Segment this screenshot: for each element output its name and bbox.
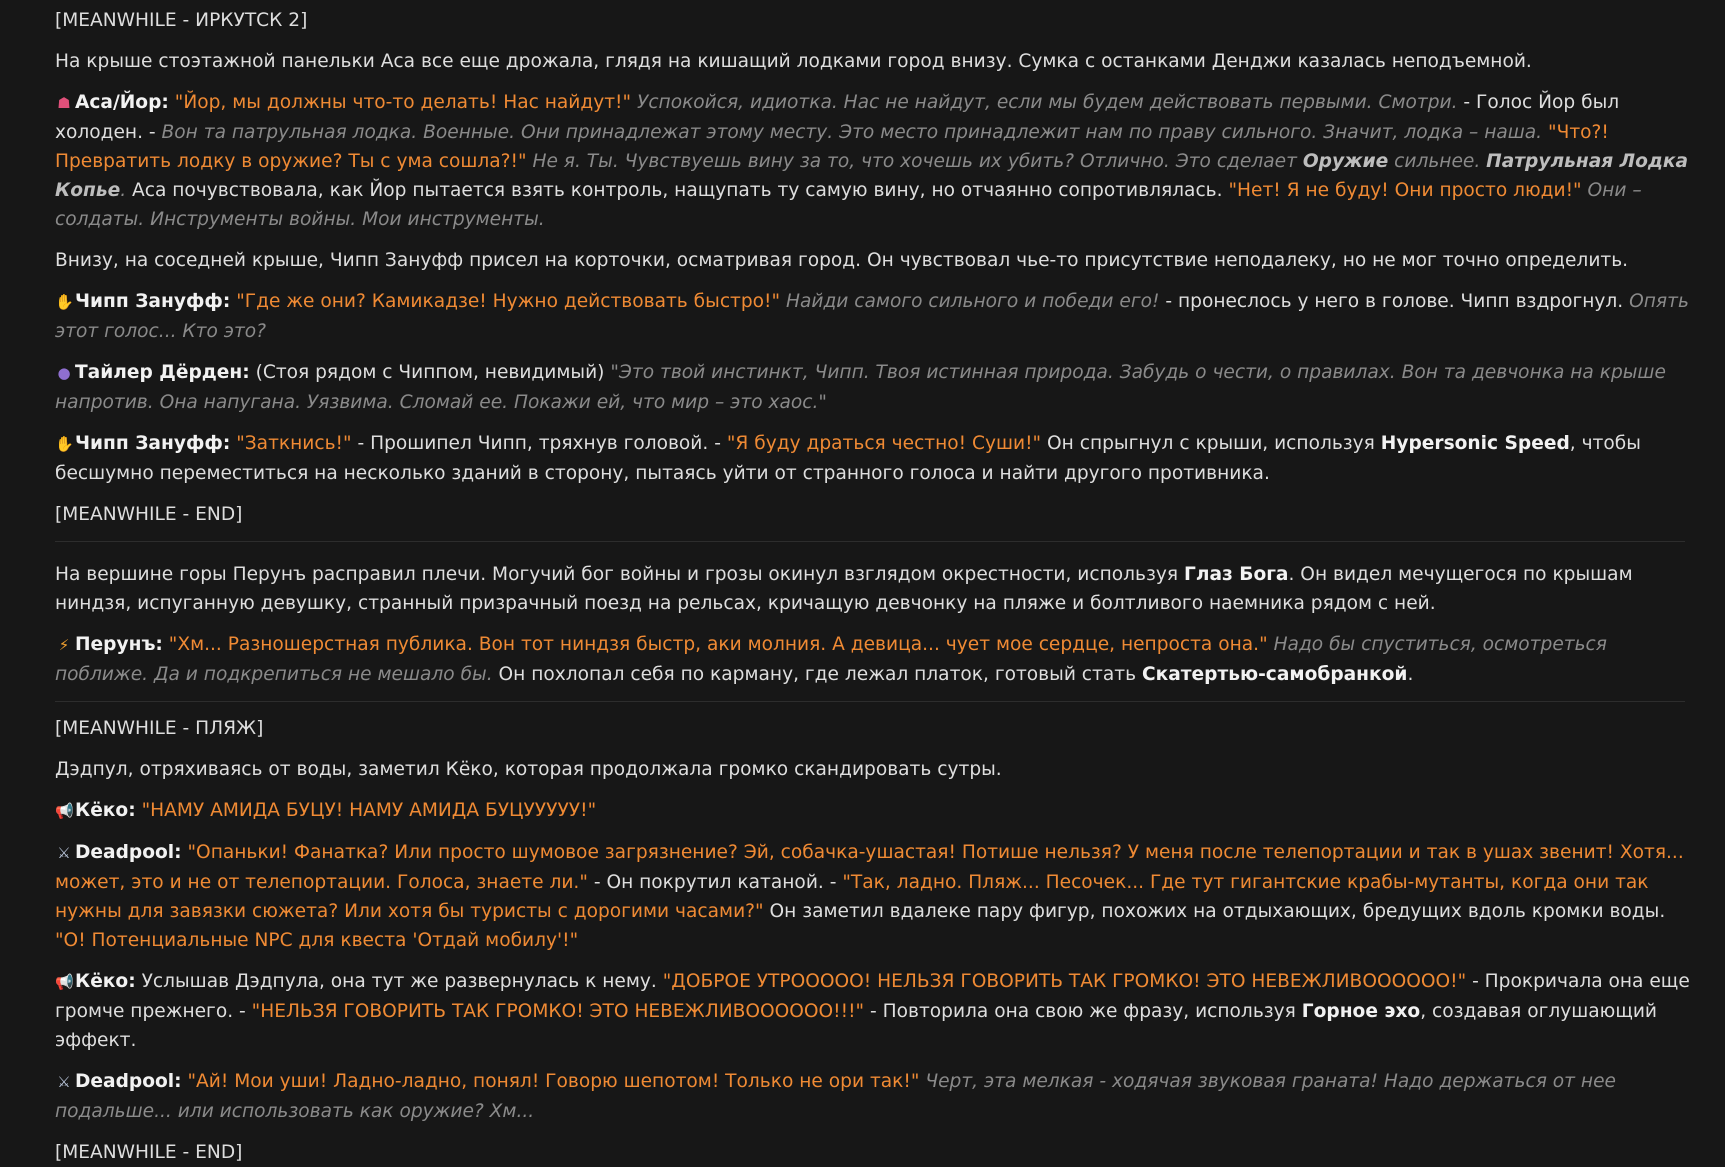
- quote: "Хм... Разношерстная публика. Вон тот ниндзя быстр, аки молния. А девица... чует мое сердце, непроста она.": [168, 634, 1268, 655]
- speaker-name: Чипп Зануфф:: [75, 433, 231, 454]
- quote: "Нет! Я не буду! Они просто люди!": [1228, 180, 1582, 201]
- quote: "Йор, мы должны что-то делать! Нас найдут!": [174, 92, 632, 113]
- dialogue-perun: ⚡ Перунъ: "Хм... Разношерстная публика. Вон тот ниндзя быстр, аки молния. А девица... чует мое сердце, непроста она." Надо бы спуститься, осмотреться поближе. Да и подкрепиться не мешало бы. Он похлопал себя по карману, где лежал платок, готовый стать Скатертью-самобранкой.: [55, 630, 1695, 689]
- hand-icon: ✋: [55, 435, 74, 453]
- hand-icon: ✋: [55, 293, 74, 311]
- quote: "ДОБРОЕ УТРООООО! НЕЛЬЗЯ ГОВОРИТЬ ТАК ГРОМКО! ЭТО НЕВЕЖЛИВОООООО!": [662, 971, 1467, 992]
- quote: "НЕЛЬЗЯ ГОВОРИТЬ ТАК ГРОМКО! ЭТО НЕВЕЖЛИВОООООО!!!": [251, 1001, 865, 1022]
- quote: "Это твой инстинкт, Чипп. Твоя истинная природа. Забудь о чести, о правилах. Вон та девчонка на крыше напротив. Она напугана. Уязвима. Сломай ее. Покажи ей, что мир – это хаос.": [55, 362, 1666, 413]
- skill-name: Скатертью-самобранкой: [1141, 664, 1408, 685]
- narration-text: - Прошипел Чипп, тряхнув головой. -: [357, 433, 721, 454]
- lightning-icon: ⚡: [58, 636, 70, 654]
- narration-text: Он спрыгнул с крыши, используя: [1047, 433, 1375, 454]
- crossed-swords-icon: ⚔: [57, 844, 71, 862]
- thought: Не я. Ты. Чувствуешь вину за то, что хочешь их убить? Отлично. Это сделает Оружие сильнее. Патрульная Лодка Копье.: [55, 151, 1689, 201]
- narration-text: Он похлопал себя по карману, где лежал платок, готовый стать: [498, 664, 1137, 685]
- meanwhile-end: [MEANWHILE - END]: [55, 1142, 243, 1163]
- narration-text: (Стоя рядом с Чиппом, невидимый): [255, 362, 605, 383]
- skill-name: Hypersonic Speed: [1380, 433, 1570, 454]
- narration-text: - Повторила она свою же фразу, используя: [870, 1001, 1296, 1022]
- narration: На вершине горы Перунъ расправил плечи. Могучий бог войны и грозы окинул взглядом окрестности, используя Глаз Бога. Он видел мечущегося по крышам ниндзя, испуганную девушку, странный призрачный поезд на рельсах, кричащую девчонку на пляже и болтливого наемника рядом с ней.: [55, 564, 1633, 614]
- megaphone-icon: 📢: [55, 802, 74, 820]
- thought: Опять этот голос... Кто это?: [55, 291, 1689, 342]
- skill-name: Горное эхо: [1301, 1001, 1421, 1022]
- speaker-name: Аса/Йор:: [75, 92, 169, 113]
- narration-text: Он заметил вдалеке пару фигур, похожих на отдыхающих, бредущих вдоль кромки воды.: [769, 901, 1666, 922]
- speaker-name: Чипп Зануфф:: [75, 291, 231, 312]
- narration-text: - Голос Йор был холоден. -: [55, 92, 1620, 143]
- speaker-name: Кёко:: [75, 971, 136, 992]
- speaker-name: Deadpool:: [75, 842, 182, 863]
- narration-text: Аса почувствовала, как Йор пытается взять контроль, нащупать ту самую вину, но отчаянно сопротивлялась.: [132, 180, 1223, 201]
- quote: "Где же они? Камикадзе! Нужно действовать быстро!": [236, 291, 781, 312]
- narration-text: - Он покрутил катаной. -: [593, 872, 837, 893]
- heart-icon: ☗: [57, 94, 71, 112]
- divider: [55, 541, 1685, 542]
- skill-name: Глаз Бога: [1183, 564, 1289, 585]
- quote: "Ай! Мои уши! Ладно-ладно, понял! Говорю шепотом! Только не ори так!": [187, 1071, 920, 1092]
- dialogue-deadpool: [55, 838, 1695, 955]
- speaker-name: Перунъ:: [75, 634, 163, 655]
- speaker-name: Тайлер Дёрден:: [75, 362, 250, 383]
- meanwhile-end: [MEANWHILE - END]: [55, 504, 243, 525]
- thought: Надо бы спуститься, осмотреться поближе. Да и подкрепиться не мешало бы.: [55, 634, 1607, 685]
- meanwhile-header: [MEANWHILE - ИРКУТСК 2]: [55, 10, 308, 31]
- quote: "Я буду драться честно! Суши!": [726, 433, 1042, 454]
- speaker-name: Deadpool:: [75, 1071, 182, 1092]
- person-icon: ●: [57, 364, 71, 382]
- thought: Вон та патрульная лодка. Военные. Они принадлежат этому месту. Это место принадлежит нам по праву сильного. Значит, лодка – наша.: [161, 122, 1543, 143]
- meanwhile-header: [MEANWHILE - ПЛЯЖ]: [55, 718, 264, 739]
- quote: "Что?! Превратить лодку в оружие? Ты с ума сошла?!": [55, 122, 1609, 172]
- dialogue-asa: [55, 88, 1695, 234]
- narration: Дэдпул, отряхиваясь от воды, заметил Кёко, которая продолжала громко скандировать сутры.: [55, 759, 1002, 780]
- dialogue-deadpool: [55, 1067, 1695, 1126]
- thought: Они – солдаты. Инструменты войны. Мои инструменты.: [55, 180, 1642, 230]
- dialogue-keko: [55, 796, 1695, 826]
- quote: "О! Потенциальные NPC для квеста 'Отдай мобилу'!": [55, 930, 579, 951]
- narration-text: - Прокричала она еще громче прежнего. -: [55, 971, 1690, 1022]
- quote: "Опаньки! Фанатка? Или просто шумовое загрязнение? Эй, собачка-ушастая! Потише нельзя? У меня после телепортации и так в ушах звенит! Хотя... может, это и не от телепортации. Голоса, знаете ли.": [55, 842, 1684, 893]
- narration-text: , чтобы бесшумно переместиться на несколько зданий в сторону, пытаясь уйти от странного голоса и найти другого противника.: [55, 433, 1641, 484]
- megaphone-icon: 📢: [55, 973, 74, 991]
- narration: Внизу, на соседней крыше, Чипп Зануфф присел на корточки, осматривая город. Он чувствовал чье-то присутствие неподалеку, но не мог точно определить.: [55, 250, 1629, 271]
- speaker-name: Кёко:: [75, 800, 136, 821]
- divider: [55, 701, 1685, 702]
- thought: Найди самого сильного и победи его!: [785, 291, 1160, 312]
- quote: "Так, ладно. Пляж... Песочек... Где тут гигантские крабы-мутанты, когда они так нужны для завязки сюжета? Или хотя бы туристы с дорогими часами?": [55, 872, 1649, 922]
- quote: "Заткнись!": [236, 433, 352, 454]
- thought: Успокойся, идиотка. Нас не найдут, если мы будем действовать первыми. Смотри.: [636, 92, 1458, 113]
- narration: На крыше стоэтажной панельки Аса все еще дрожала, глядя на кишащий лодками город внизу. Сумка с останками Денджи казалась неподъемной.: [55, 51, 1532, 72]
- thought: Черт, эта мелкая - ходячая звуковая граната! Надо держаться от нее подальше... или использовать как оружие? Хм...: [55, 1071, 1616, 1122]
- dialogue-chipp: [55, 429, 1695, 488]
- quote: "НАМУ АМИДА БУЦУ! НАМУ АМИДА БУЦУУУУУ!": [141, 800, 597, 821]
- dialogue-keko: 📢Кёко: Услышав Дэдпула, она тут же развернулась к нему. "ДОБРОЕ УТРООООО! НЕЛЬЗЯ ГОВОРИТЬ ТАК ГРОМКО! ЭТО НЕВЕЖЛИВОООООО!" - Прокричала она еще громче прежнего. - "НЕЛЬЗЯ ГОВОРИТЬ ТАК ГРОМКО! ЭТО НЕВЕЖЛИВОООООО!!!" - Повторила она свою же фразу, используя Горное эхо, создавая оглушающий эффект.: [55, 967, 1695, 1055]
- dialogue-tyler: [55, 358, 1695, 417]
- crossed-swords-icon: ⚔: [57, 1073, 71, 1091]
- narration-text: Услышав Дэдпула, она тут же развернулась к нему.: [141, 971, 657, 992]
- dialogue-chipp: [55, 287, 1695, 346]
- narration-text: - пронеслось у него в голове. Чипп вздрогнул.: [1165, 291, 1624, 312]
